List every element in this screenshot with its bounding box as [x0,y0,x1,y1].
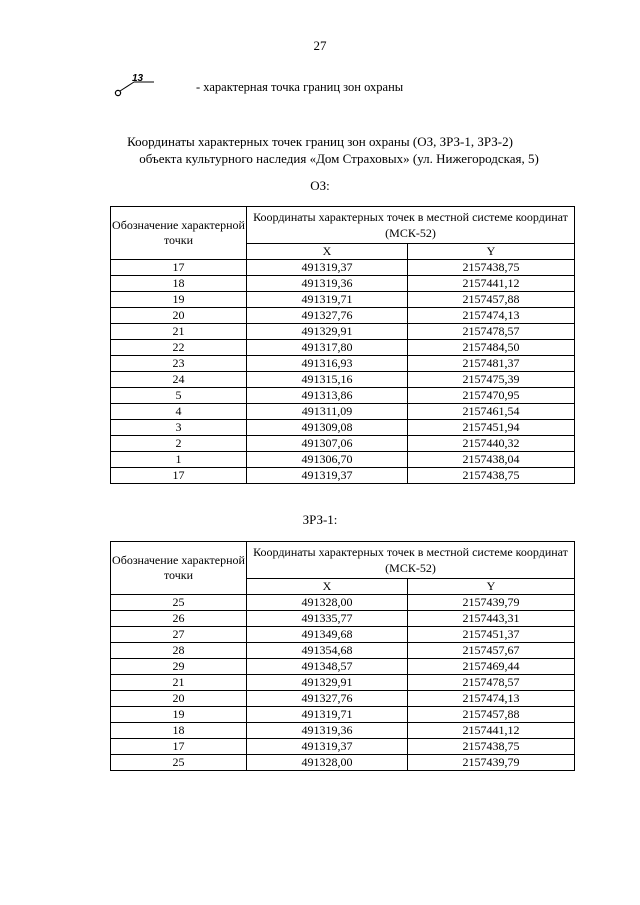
y-coordinate-cell: 2157451,37 [408,627,575,643]
x-coordinate-cell: 491327,76 [247,308,408,324]
x-coordinate-cell: 491329,91 [247,324,408,340]
coordinates-table-oz [110,206,575,484]
point-cell: 25 [111,595,247,611]
point-column-header: Обозначение характерной точки [111,207,247,260]
table-row [111,611,575,627]
x-coordinate-cell: 491349,68 [247,627,408,643]
heading-line-2: объекта культурного наследия «Дом Страховых» (ул. Нижегородская, 5) [139,151,539,166]
x-coordinate-cell: 491329,91 [247,675,408,691]
x-coordinate-cell: 491354,68 [247,643,408,659]
point-cell: 18 [111,276,247,292]
table-row [111,707,575,723]
y-coordinate-cell: 2157469,44 [408,659,575,675]
point-cell: 25 [111,755,247,771]
table-row [111,292,575,308]
point-cell: 23 [111,356,247,372]
table-row [111,340,575,356]
legend-point-label: 13 [132,73,144,84]
table-row [111,755,575,771]
y-coordinate-cell: 2157457,88 [408,292,575,308]
x-column-header: X [247,579,408,595]
page-number: 27 [313,38,327,53]
point-cell: 20 [111,308,247,324]
x-coordinate-cell: 491306,70 [247,452,408,468]
table-row [111,452,575,468]
point-cell: 5 [111,388,247,404]
coordinates-table-zrz1 [110,541,575,771]
table-row [111,404,575,420]
point-cell: 17 [111,739,247,755]
document-heading [0,133,640,167]
y-coordinate-cell: 2157478,57 [408,324,575,340]
point-cell: 26 [111,611,247,627]
x-coordinate-cell: 491335,77 [247,611,408,627]
y-coordinate-cell: 2157441,12 [408,276,575,292]
point-cell: 20 [111,691,247,707]
table-body [111,595,575,771]
legend-description: - характерная точка границ зон охраны [196,80,404,94]
point-cell: 21 [111,675,247,691]
table-row [111,324,575,340]
point-cell: 24 [111,372,247,388]
y-coordinate-cell: 2157438,04 [408,452,575,468]
y-coordinate-cell: 2157478,57 [408,675,575,691]
x-coordinate-cell: 491315,16 [247,372,408,388]
y-coordinate-cell: 2157457,67 [408,643,575,659]
point-cell: 17 [111,260,247,276]
point-cell: 1 [111,452,247,468]
x-coordinate-cell: 491309,08 [247,420,408,436]
x-coordinate-cell: 491328,00 [247,595,408,611]
table-row [111,675,575,691]
x-column-header: X [247,244,408,260]
y-column-header: Y [408,244,575,260]
x-coordinate-cell: 491319,71 [247,707,408,723]
y-coordinate-cell: 2157481,37 [408,356,575,372]
y-coordinate-cell: 2157438,75 [408,468,575,484]
table-row [111,260,575,276]
heading-line-1: Координаты характерных точек границ зон охраны (ОЗ, ЗРЗ-1, ЗРЗ-2) [127,134,513,149]
coordinate-system-header: Координаты характерных точек в местной системе координат (МСК-52) [247,542,575,579]
y-coordinate-cell: 2157475,39 [408,372,575,388]
table-row [111,691,575,707]
coordinate-system-header: Координаты характерных точек в местной системе координат (МСК-52) [247,207,575,244]
table-row [111,372,575,388]
table-row [111,659,575,675]
point-cell: 17 [111,468,247,484]
y-column-header: Y [408,579,575,595]
table-row [111,627,575,643]
y-coordinate-cell: 2157440,32 [408,436,575,452]
x-coordinate-cell: 491319,36 [247,723,408,739]
x-coordinate-cell: 491327,76 [247,691,408,707]
x-coordinate-cell: 491319,37 [247,468,408,484]
table-row [111,595,575,611]
table-row [111,420,575,436]
section-title-zrz1: ЗРЗ-1: [302,512,338,527]
table-row [111,436,575,452]
point-cell: 19 [111,292,247,308]
y-coordinate-cell: 2157474,13 [408,691,575,707]
point-column-header: Обозначение характерной точки [111,542,247,595]
y-coordinate-cell: 2157441,12 [408,723,575,739]
x-coordinate-cell: 491319,71 [247,292,408,308]
point-cell: 18 [111,723,247,739]
x-coordinate-cell: 491348,57 [247,659,408,675]
table-row [111,739,575,755]
point-cell: 3 [111,420,247,436]
x-coordinate-cell: 491307,06 [247,436,408,452]
x-coordinate-cell: 491316,93 [247,356,408,372]
table-row [111,723,575,739]
x-coordinate-cell: 491319,37 [247,739,408,755]
y-coordinate-cell: 2157457,88 [408,707,575,723]
y-coordinate-cell: 2157443,31 [408,611,575,627]
x-coordinate-cell: 491311,09 [247,404,408,420]
table-row [111,468,575,484]
point-cell: 4 [111,404,247,420]
y-coordinate-cell: 2157439,79 [408,755,575,771]
y-coordinate-cell: 2157451,94 [408,420,575,436]
x-coordinate-cell: 491328,00 [247,755,408,771]
legend [112,70,532,102]
table-body [111,260,575,484]
point-cell: 21 [111,324,247,340]
point-cell: 28 [111,643,247,659]
point-cell: 2 [111,436,247,452]
x-coordinate-cell: 491313,86 [247,388,408,404]
table-row [111,643,575,659]
y-coordinate-cell: 2157470,95 [408,388,575,404]
table-row [111,308,575,324]
point-cell: 27 [111,627,247,643]
y-coordinate-cell: 2157474,13 [408,308,575,324]
x-coordinate-cell: 491319,36 [247,276,408,292]
section-title-oz: ОЗ: [310,178,330,193]
table-row [111,388,575,404]
point-cell: 19 [111,707,247,723]
y-coordinate-cell: 2157484,50 [408,340,575,356]
x-coordinate-cell: 491317,80 [247,340,408,356]
y-coordinate-cell: 2157461,54 [408,404,575,420]
y-coordinate-cell: 2157438,75 [408,739,575,755]
table-row [111,356,575,372]
point-cell: 22 [111,340,247,356]
y-coordinate-cell: 2157439,79 [408,595,575,611]
point-cell: 29 [111,659,247,675]
y-coordinate-cell: 2157438,75 [408,260,575,276]
table-row [111,276,575,292]
x-coordinate-cell: 491319,37 [247,260,408,276]
